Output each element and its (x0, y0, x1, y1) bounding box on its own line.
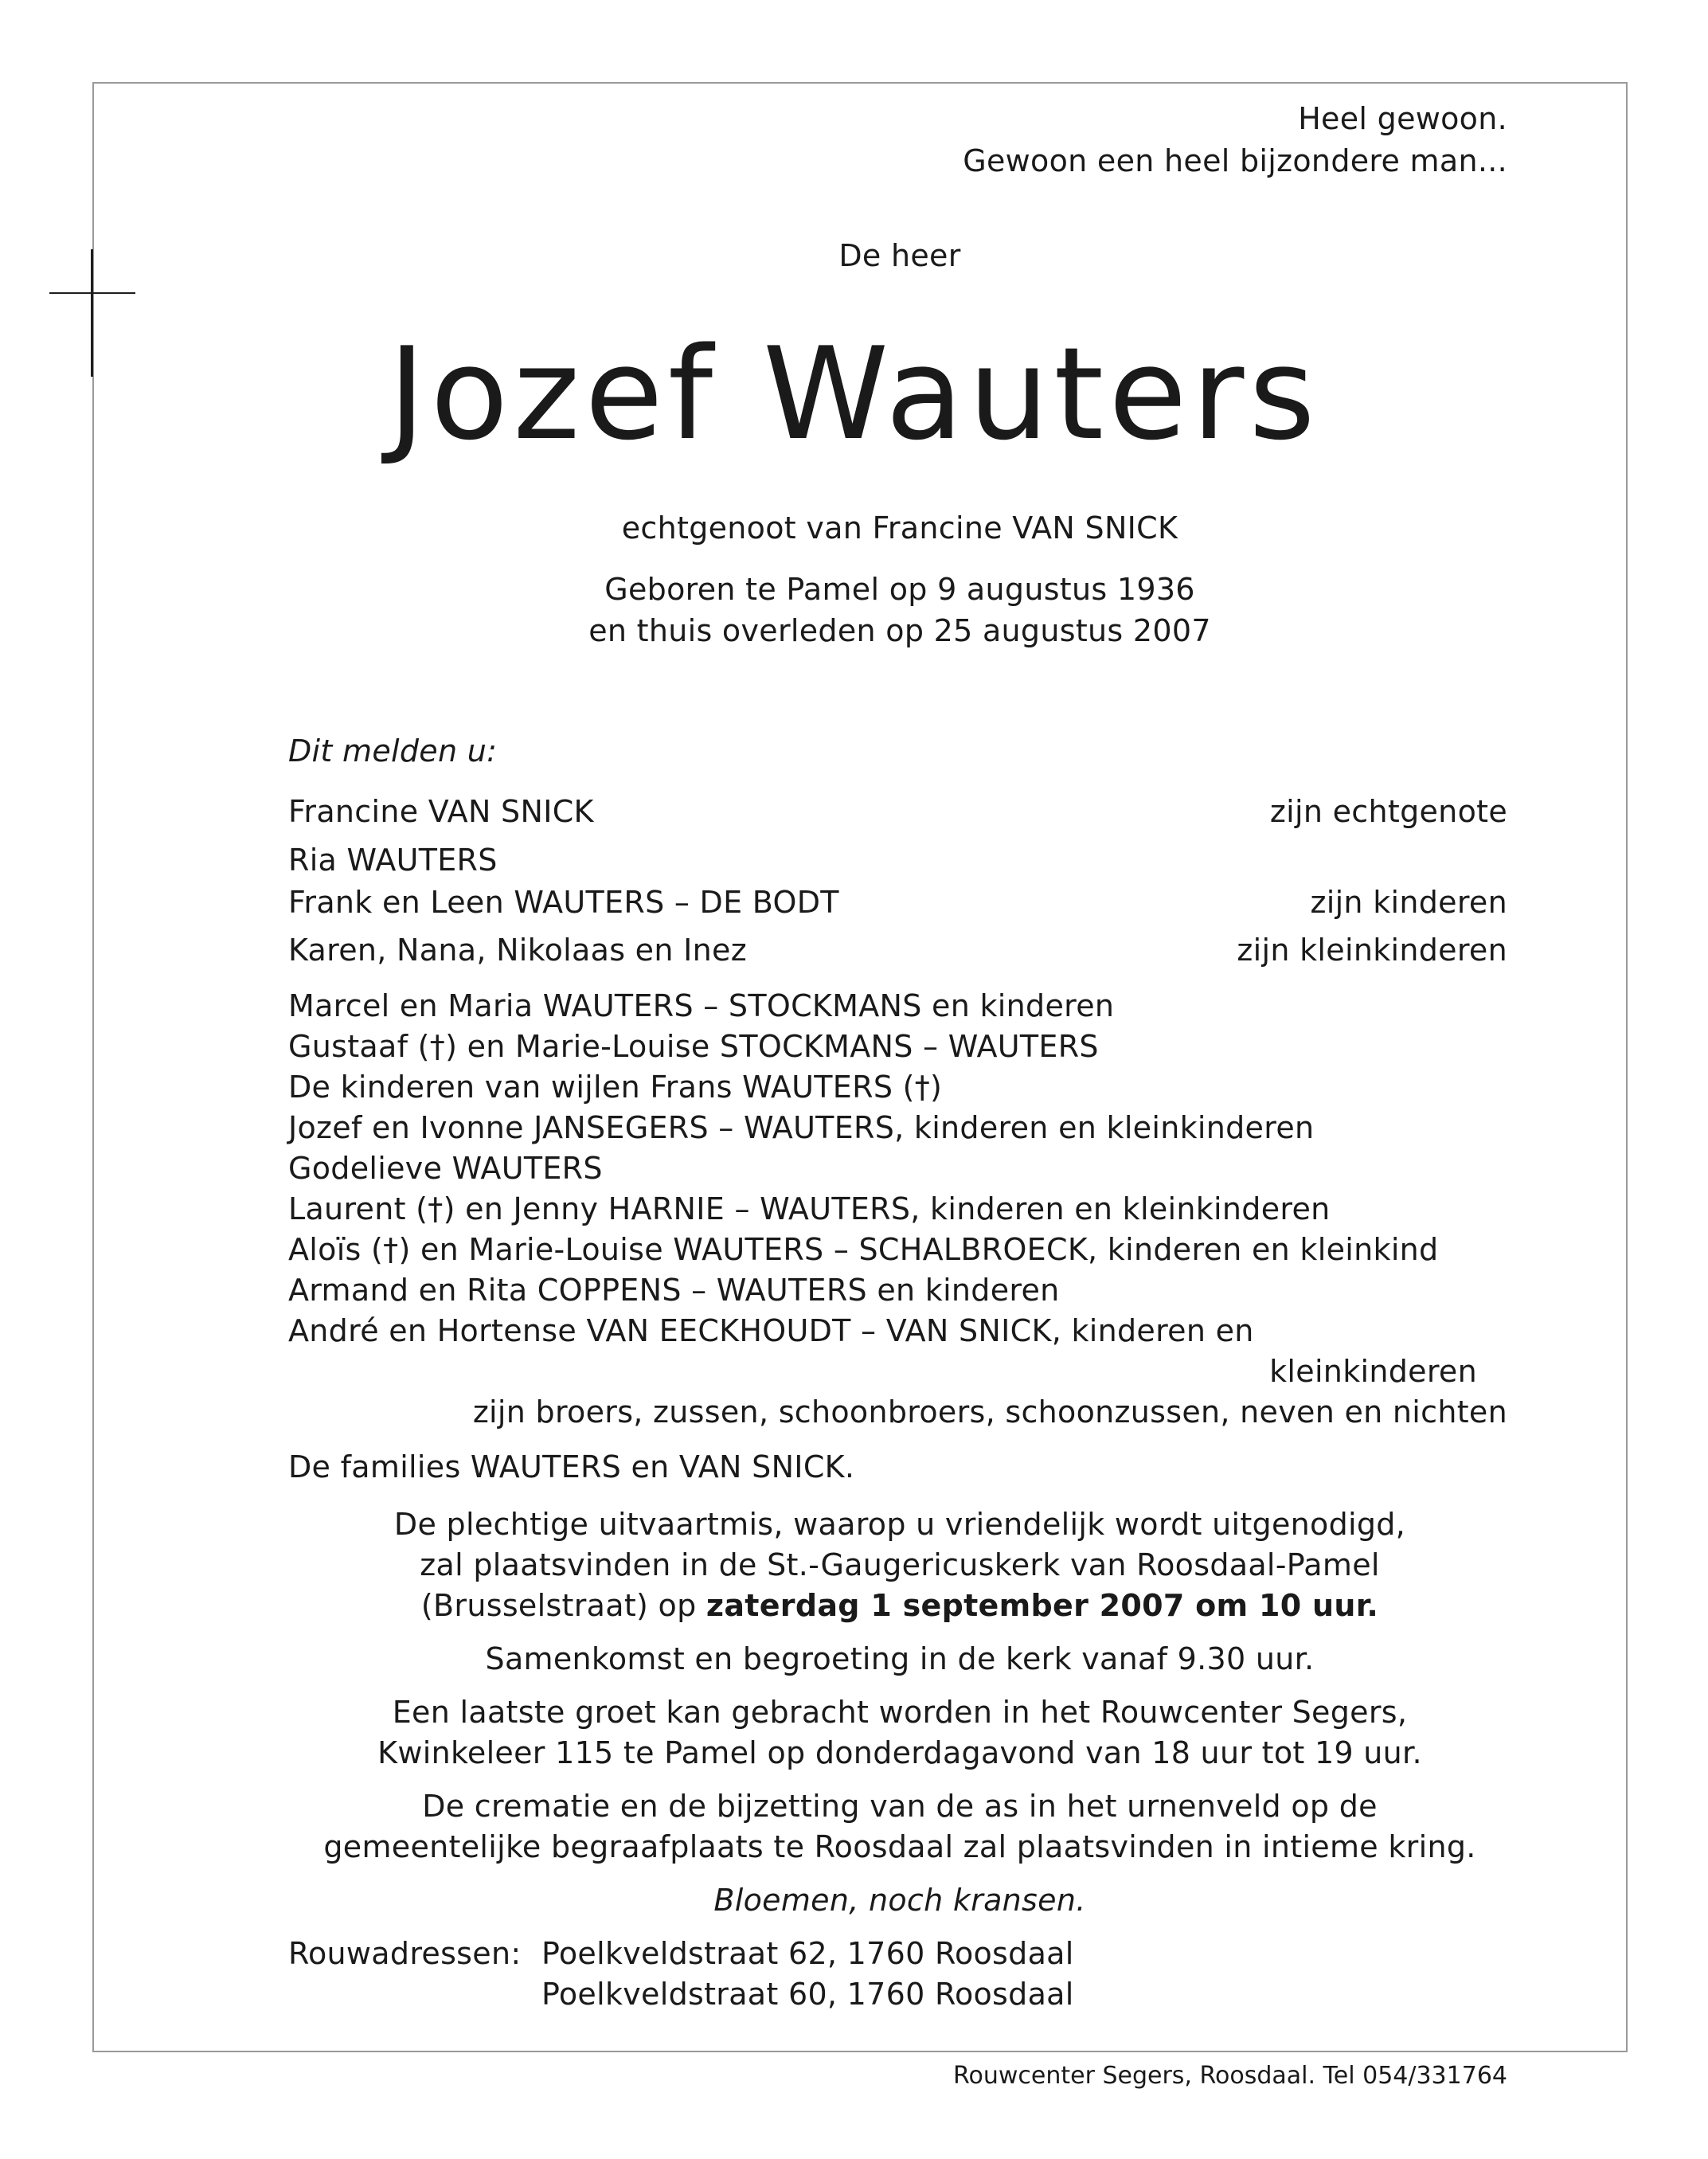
announce-heading: Dit melden u: (288, 733, 498, 769)
spouse-line: echtgenoot van Francine VAN SNICK (621, 510, 1178, 546)
family-relation: zijn kleinkinderen (1237, 933, 1507, 968)
address-line-2: Poelkveldstraat 60, 1760 Roosdaal (541, 1977, 1074, 2012)
extended-family-line: Godelieve WAUTERS (288, 1151, 603, 1186)
extended-family-line: Aloïs (†) en Marie-Louise WAUTERS – SCHALBROECK, kinderen en kleinkind (288, 1232, 1439, 1267)
address-line-1: Poelkveldstraat 62, 1760 Roosdaal (541, 1936, 1074, 1971)
cross-icon-bar (49, 292, 135, 294)
extended-family-line: Laurent (†) en Jenny HARNIE – WAUTERS, kinderen en kleinkinderen (288, 1191, 1331, 1226)
motto-line-1: Heel gewoon. (1298, 101, 1507, 136)
service-line-1: De plechtige uitvaartmis, waarop u vriendelijk wordt uitgenodigd, (393, 1507, 1406, 1542)
birth-line: Geboren te Pamel op 9 augustus 1936 (604, 572, 1195, 607)
extended-family-line: André en Hortense VAN EECKHOUDT – VAN SNICK, kinderen en (288, 1313, 1254, 1348)
service-line-2: zal plaatsvinden in de St.-Gaugericuskerk van Roosdaal-Pamel (420, 1547, 1380, 1582)
deceased-name: Jozef Wauters (388, 319, 1320, 468)
extended-family-line: Armand en Rita COPPENS – WAUTERS en kinderen (288, 1273, 1060, 1308)
gathering-line: Samenkomst en begroeting in de kerk vanaf 9.30 uur. (485, 1641, 1315, 1676)
family-name: Frank en Leen WAUTERS – DE BODT (288, 885, 839, 920)
addresses-label: Rouwadressen: (288, 1936, 522, 1971)
service-line-3-prefix: (Brusselstraat) op (420, 1588, 706, 1623)
family-name: Francine VAN SNICK (288, 794, 594, 829)
extended-family-relation: zijn broers, zussen, schoonbroers, schoonzussen, neven en nichten (472, 1394, 1507, 1430)
honorific: De heer (838, 238, 961, 273)
death-line: en thuis overleden op 25 augustus 2007 (588, 613, 1211, 648)
extended-family-line: Marcel en Maria WAUTERS – STOCKMANS en kinderen (288, 988, 1115, 1023)
extended-family-line: De kinderen van wijlen Frans WAUTERS (†) (288, 1070, 943, 1105)
farewell-line-2: Kwinkeleer 115 te Pamel op donderdagavond van 18 uur tot 19 uur. (377, 1735, 1422, 1770)
extended-family-continuation: kleinkinderen (1269, 1354, 1477, 1389)
families-line: De families WAUTERS en VAN SNICK. (288, 1449, 855, 1484)
family-name: Karen, Nana, Nikolaas en Inez (288, 933, 747, 968)
service-date: zaterdag 1 september 2007 om 10 uur. (705, 1588, 1379, 1623)
family-relation: zijn kinderen (1310, 885, 1507, 920)
footer-credit: Rouwcenter Segers, Roosdaal. Tel 054/331764 (953, 2062, 1507, 2090)
cremation-line-1: De crematie en de bijzetting van de as in het urnenveld op de (422, 1789, 1378, 1824)
motto-line-2: Gewoon een heel bijzondere man... (963, 143, 1507, 178)
extended-family-line: Gustaaf (†) en Marie-Louise STOCKMANS – WAUTERS (288, 1029, 1099, 1064)
family-name: Ria WAUTERS (288, 843, 498, 878)
farewell-line-1: Een laatste groet kan gebracht worden in het Rouwcenter Segers, (392, 1695, 1408, 1730)
flowers-line: Bloemen, noch kransen. (713, 1883, 1086, 1918)
service-line-3 (0, 1586, 1708, 1625)
extended-family-line: Jozef en Ivonne JANSEGERS – WAUTERS, kinderen en kleinkinderen (288, 1110, 1315, 1145)
cremation-line-2: gemeentelijke begraafplaats te Roosdaal zal plaatsvinden in intieme kring. (323, 1829, 1476, 1864)
family-relation: zijn echtgenote (1269, 794, 1507, 829)
